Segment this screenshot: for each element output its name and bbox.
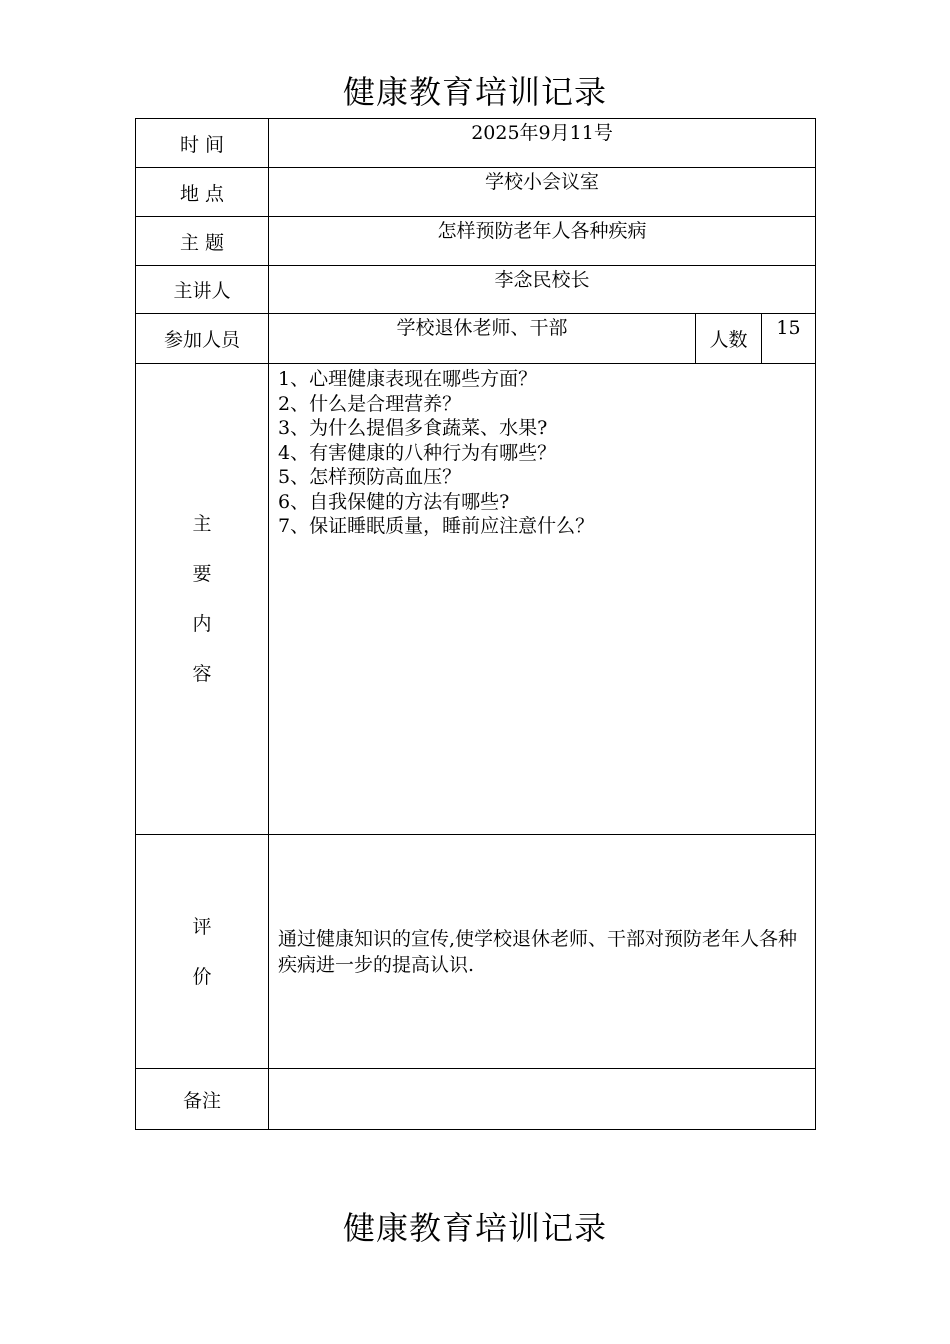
speaker-label: 主讲人 xyxy=(136,266,269,314)
content-label-char: 要 xyxy=(192,563,212,585)
speaker-value: 李念民校长 xyxy=(269,266,816,314)
place-label: 地 点 xyxy=(136,168,269,217)
content-row xyxy=(136,364,816,835)
remarks-value xyxy=(269,1069,816,1130)
time-row xyxy=(136,119,816,168)
list-item: 2、什么是合理营养？ xyxy=(278,392,462,415)
remarks-row xyxy=(136,1069,816,1130)
evaluation-label-char: 评 xyxy=(192,915,212,938)
content-list xyxy=(269,364,816,835)
page-title: 健康教育培训记录 xyxy=(342,73,607,111)
time-value: 2025年9月11号 xyxy=(269,119,816,168)
count-value: 15 xyxy=(762,314,816,364)
participants-row xyxy=(136,314,816,364)
content-label-char: 容 xyxy=(192,663,212,685)
page-title-next: 健康教育培训记录 xyxy=(342,1209,607,1247)
remarks-label: 备注 xyxy=(136,1069,269,1130)
evaluation-label-char: 价 xyxy=(192,965,212,988)
count-label: 人数 xyxy=(696,314,762,364)
topic-value: 怎样预防老年人各种疾病 xyxy=(269,217,816,266)
time-label: 时 间 xyxy=(136,119,269,168)
evaluation-row xyxy=(136,835,816,1069)
list-item: 1、心理健康表现在哪些方面？ xyxy=(278,368,538,390)
list-item: 5、怎样预防高血压？ xyxy=(278,466,462,488)
topic-label: 主 题 xyxy=(136,217,269,266)
participants-value: 学校退休老师、干部 xyxy=(269,314,696,364)
place-value: 学校小会议室 xyxy=(269,168,816,217)
list-item: 3、为什么提倡多食蔬菜、水果? xyxy=(278,417,548,439)
evaluation-label xyxy=(136,835,269,1069)
participants-label: 参加人员 xyxy=(136,314,269,364)
list-item: 7、保证睡眠质量，睡前应注意什么？ xyxy=(278,515,595,537)
evaluation-text: 通过健康知识的宣传,使学校退休老师、干部对预防老年人各种疾病进一步的提高认识. xyxy=(269,835,816,1069)
list-item: 4、有害健康的八种行为有哪些？ xyxy=(278,441,557,464)
content-label-char: 内 xyxy=(192,613,212,635)
content-label xyxy=(136,364,269,835)
speaker-row xyxy=(136,266,816,314)
list-item: 6、自我保健的方法有哪些? xyxy=(278,490,510,513)
training-record-table xyxy=(135,118,816,1130)
place-row xyxy=(136,168,816,217)
topic-row xyxy=(136,217,816,266)
content-label-char: 主 xyxy=(192,513,212,535)
